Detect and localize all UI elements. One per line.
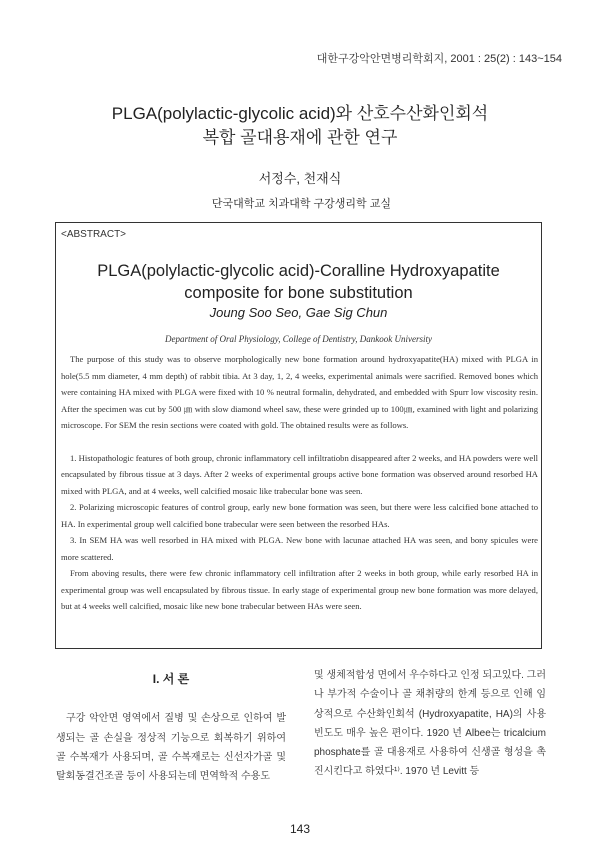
abstract-paragraph: 1. Histopathologic features of both group, chronic inflammatory cell infiltratiobn disappeared after 2 weeks, and HA powders were well encapsulated by fibrous tissue at 3 days. After 2 weeks of experimental groups active bone formation was observed around resorbed HA mixed with PLGA, and at 4 weeks, well calcified mosaic like trabecular bone was seen. <box>61 452 538 496</box>
english-title-line1: PLGA(polylactic-glycolic acid)-Coralline Hydroxyapatite <box>97 262 500 280</box>
korean-title <box>0 102 600 150</box>
intro-paragraph: 및 생체적합성 면에서 우수하다고 인정 되고있다. 그러나 부가적 수술이나 골 채취량의 한계 등으로 인해 임상적으로 수산화인회석 (Hydroxyapatite, HA)의 사용 빈도도 매우 높은 편이다. 1920 년 Albee는 tricalcium phosphate를 골 대용재로 사용하여 신생골 형성을 촉진시킨다고 하였다¹⁾. 1970 년 Levitt 등 <box>314 670 546 778</box>
korean-title-line1: PLGA(polylactic-glycolic acid)와 산호수산화인회석 <box>111 104 489 123</box>
korean-title-line2: 복합 골대용재에 관한 연구 <box>202 128 398 147</box>
intro-left-column <box>56 670 286 786</box>
intro-paragraph: 구강 악안면 영역에서 질병 및 손상으로 인하여 발생되는 골 손실을 정상적 기능으로 회복하기 위하여 골 수복재가 사용되며, 골 수복재로는 신선자가골 및 탈회동결건조골 등이 사용되는데 면역학적 수용도 <box>56 713 286 783</box>
korean-affiliation: 단국대학교 치과대학 구강생리학 교실 <box>211 198 391 210</box>
journal-citation: 대한구강악안면병리학회지, 2001 : 25(2) : 143~154 <box>316 53 562 65</box>
abstract-paragraph: The purpose of this study was to observe morphologically new bone formation around hydroxyapatite(HA) mixed with PLGA in hole(5.5 mm diameter, 4 mm depth) of rabbit tibia. At 3 day, 1, 2, 4 weeks, experimental animals were sacrified. Removed bones which were containing HA mixed with PLGA were fixed with 10 % neutral formalin, dehydrated, and embedded with Spurr low viscosity resin. After the specimen was cut by 500 ㎛ with slow diamond wheel saw, these were grinded up to 100㎛, examined with light and polarizing microscope. For SEM the resin sections were coated with gold. The obtained results were as follows. <box>61 354 538 430</box>
abstract-paragraph: 3. In SEM HA was well resorbed in HA mixed with PLGA. New bone with lacunae attached HA was seen, and bony spicules were more scattered. <box>61 535 538 562</box>
abstract-label: <ABSTRACT> <box>61 229 127 240</box>
abstract-paragraph: From aboving results, there were few chronic inflammatory cell infiltration after 2 weeks in both group, while early resorbed HA in experimental group was well encapsulated by fibrous tissue. In early stage of experimental group new bone formation was more delayed, but at 4 weeks well calcified, mosaic like new bone trabecular between HAs were seen. <box>61 568 538 611</box>
korean-authors: 서정수, 천재식 <box>258 171 342 186</box>
english-affiliation: Department of Oral Physiology, College of Dentistry, Dankook University <box>165 334 432 344</box>
page-number: 143 <box>289 822 311 836</box>
english-title <box>56 260 541 304</box>
intro-right-column <box>314 666 546 782</box>
english-title-line2: composite for bone substitution <box>184 284 413 302</box>
abstract-box <box>55 222 542 649</box>
section-heading: I. 서 론 <box>152 672 190 686</box>
abstract-paragraph: 2. Polarizing microscopic features of control group, early new bone formation was seen, but there were less calcified bone attached to HA. In experimental group well calcified bone trabecular were seen between the resorbed HAs. <box>61 502 538 529</box>
abstract-body <box>61 351 538 615</box>
english-authors: Joung Soo Seo, Gae Sig Chun <box>209 305 388 320</box>
